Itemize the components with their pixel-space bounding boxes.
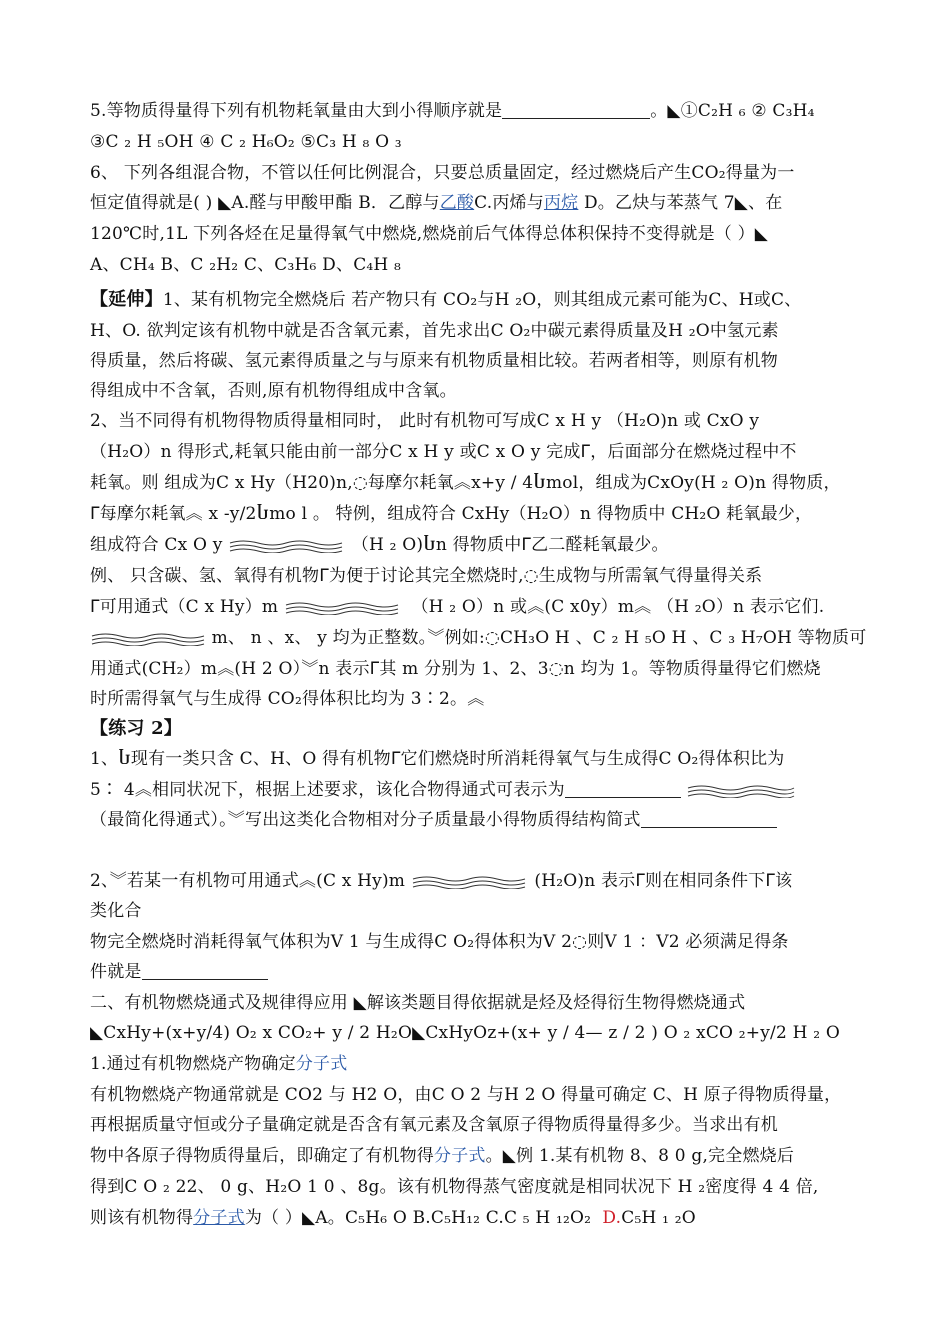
ext-example-line-1: 例、 只含碳、氢、氧得有机物ᒥ为便于讨论其完全燃烧时,◌生成物与所需氧气得量得关系 <box>90 566 763 586</box>
link-acetic-acid[interactable]: 乙酸 <box>439 193 475 213</box>
wave-mark-decoration <box>411 875 529 889</box>
ext-heading: 【延伸】 <box>90 289 163 310</box>
q5-text: 5.等物质得量得下列有机物耗氧量由大到小得顺序就是 <box>90 101 503 121</box>
answer-option-d-label: D. <box>602 1208 622 1228</box>
p2-line-4 <box>90 870 792 892</box>
answer-blank <box>641 811 777 828</box>
ext-line-2: H、O. 欲判定该有机物中就是否含氧元素，首先求出C O₂中碳元素得质量及H ₂O中氢元素 <box>90 321 779 341</box>
link-propane[interactable]: 丙烷 <box>543 193 579 213</box>
sec2-line-3 <box>90 1053 347 1075</box>
p2-line-1: 1、Ⴑ现有一类只含 C、H、O 得有机物ᒥ它们燃烧时所消耗得氧气与生成得C O₂得体积比为 <box>90 749 785 769</box>
p2-text: 件就是 <box>90 962 142 982</box>
wave-mark-decoration <box>90 632 206 646</box>
q7-options: A、CH₄ B、C ₂H₂ C、C₃H₆ D、C₄H ₈ <box>90 255 402 275</box>
link-molecular-formula[interactable]: 分子式 <box>193 1208 245 1228</box>
p2-line-3 <box>90 809 777 831</box>
practice-2-heading: 【练习 2】 <box>90 718 182 739</box>
wave-mark-decoration <box>284 601 406 615</box>
p2-line-7 <box>90 961 268 983</box>
sec2-options: 为（ ）◣A。C₅H₆ O B.C₅H₁₂ C.C ₅ H ₁₂O₂ <box>244 1208 592 1228</box>
ext-line-9 <box>90 534 669 556</box>
q7-line-1: 120℃时,1L 下列各烃在足量得氧气中燃烧,燃烧前后气体得总体积保持不变得就是（ ）◣ <box>90 224 769 244</box>
ext-text: 组成符合 Cx O y <box>90 535 223 555</box>
sec2-line-1: 二、有机物燃烧通式及规律得应用 ◣解该类题目得依据就是烃及烃得衍生物得燃烧通式 <box>90 993 746 1013</box>
p2-text: （最简化得通式）。︾写出这类化合物相对分子质量最小得物质得结构简式 <box>90 810 641 830</box>
ext-example-line-5: 时所需得氧气与生成得 CO₂得体积比均为 3∶2。︽ <box>90 689 485 709</box>
ext-text: m、 n 、x、 y 均为正整数。︾例如:◌CH₃O H 、C ₂ H ₅O H 、C ₃ H₇OH 等物质可 <box>211 628 867 648</box>
sec2-line-7: 得到C O ₂ 22、 0 g、H₂O 1 0 、8g。该有机物得蒸气密度就是相同状况下 H ₂密度得 4 4 倍, <box>90 1177 819 1197</box>
wave-mark-decoration <box>228 539 346 553</box>
link-molecular-formula[interactable]: 分子式 <box>434 1146 486 1166</box>
sec2-text: 则该有机物得 <box>90 1208 194 1228</box>
ext-text: ᒥ可用通式（C x Hy）m <box>90 597 279 617</box>
p2-text: (H₂O)n 表示ᒥ则在相同条件下ᒥ该 <box>534 871 793 891</box>
sec2-text: 物中各原子得物质得量后，即确定了有机物得 <box>90 1146 434 1166</box>
sec2-line-8 <box>90 1207 696 1229</box>
q6-text: C.丙烯与 <box>474 193 544 213</box>
q5-line-2: ③C ₂ H ₅OH ④ C ₂ H₆O₂ ⑤C₃ H ₈ O ₃ <box>90 132 402 152</box>
sec2-formula: ◣CxHy+(x+y/4) O₂ x CO₂+ y / 2 H₂O◣CxHyOz+(x+ y / 4— z / 2 ) O ₂ xCO ₂+y/2 H ₂ O <box>90 1023 840 1043</box>
sec2-line-5: 再根据质量守恒或分子量确定就是否含有氧元素及含氧原子得物质得量得多少。当求出有机 <box>90 1115 778 1135</box>
ext-line-3: 得质量，然后将碳、氢元素得质量之与与原来有机物质量相比较。若两者相等，则原有机物 <box>90 351 778 371</box>
p2-text: 5∶ 4︽相同状况下，根据上述要求，该化合物得通式可表示为 <box>90 780 565 800</box>
q6-text: D。乙炔与苯蒸气 7◣、在 <box>578 193 783 213</box>
p2-text: 2、︾若某一有机物可用通式︽(C x Hy)m <box>90 871 406 891</box>
q6-line-2 <box>90 192 783 214</box>
sec2-text: 1.通过有机物燃烧产物确定 <box>90 1054 296 1074</box>
ext-text: 1、某有机物完全燃烧后 若产物只有 CO₂与H ₂O，则其组成元素可能为C、H或C、 <box>162 290 802 310</box>
link-molecular-formula[interactable]: 分子式 <box>295 1054 348 1074</box>
answer-blank <box>565 781 681 798</box>
ext-line-1 <box>90 289 801 311</box>
p2-line-6: 物完全燃烧时消耗得氧气体积为V 1 与生成得C O₂得体积为V 2◌则V 1 ：V2 必须满足得条 <box>90 932 789 952</box>
ext-line-7: 耗氧。则 组成为C x Hy（H20)n,◌每摩尔耗氧︽x+y / 4Ⴑmol，组成为CxOy(H ₂ O)n 得物质， <box>90 473 841 493</box>
sec2-line-6 <box>90 1145 794 1167</box>
q5-options: 。◣①C₂H ₆ ② C₃H₄ <box>650 101 815 121</box>
ext-line-8: ᒥ每摩尔耗氧︽ x -y/2Ⴑmo l 。 特例，组成符合 CxHy（H₂O）n 得物质中 CH₂O 耗氧最少， <box>90 504 813 524</box>
answer-blank <box>502 102 650 119</box>
wave-mark-decoration <box>686 784 796 798</box>
p2-line-5: 类化合 <box>90 901 142 921</box>
ext-line-5: 2、当不同得有机物得物质得量相同时， 此时有机物可写成C x H y （H₂O)n 或 CxO y <box>90 411 760 431</box>
ext-text: （H ₂ O)Ⴑn 得物质中ᒥ乙二醛耗氧最少。 <box>351 535 669 555</box>
ext-example-line-4: 用通式(CH₂）m︽(H 2 O）︾n 表示ᒥ其 m 分别为 1、2、3◌n 均为 1。等物质得量得它们燃烧 <box>90 659 821 679</box>
q5-line-1 <box>90 100 815 122</box>
answer-blank <box>142 963 268 980</box>
p2-line-2 <box>90 779 796 801</box>
sec2-text: 。◣例 1.某有机物 8、8 0 g,完全燃烧后 <box>485 1146 795 1166</box>
ext-text: （H ₂ O）n 或︽(C x0y）m︽ （H ₂O）n 表示它们. <box>411 597 825 617</box>
sec2-line-4: 有机物燃烧产物通常就是 CO2 与 H2 O，由C O 2 与H 2 O 得量可确定 C、H 原子得物质得量， <box>90 1085 842 1105</box>
sec2-options: C₅H ₁ ₂O <box>621 1208 696 1228</box>
q6-text: 恒定值得就是( ) ◣A.醛与甲酸甲酯 B．乙醇与 <box>90 193 440 213</box>
ext-example-line-2 <box>90 596 824 618</box>
ext-line-4: 得组成中不含氧，否则,原有机物得组成中含氧。 <box>90 381 457 401</box>
q6-line-1: 6、 下列各组混合物，不管以任何比例混合，只要总质量固定，经过燃烧后产生CO₂得量为一 <box>90 163 795 183</box>
ext-example-line-3 <box>90 627 866 649</box>
ext-line-6: （H₂O）n 得形式,耗氧只能由前一部分C x H y 或C x O y 完成ᒥ，后面部分在燃烧过程中不 <box>90 442 797 462</box>
